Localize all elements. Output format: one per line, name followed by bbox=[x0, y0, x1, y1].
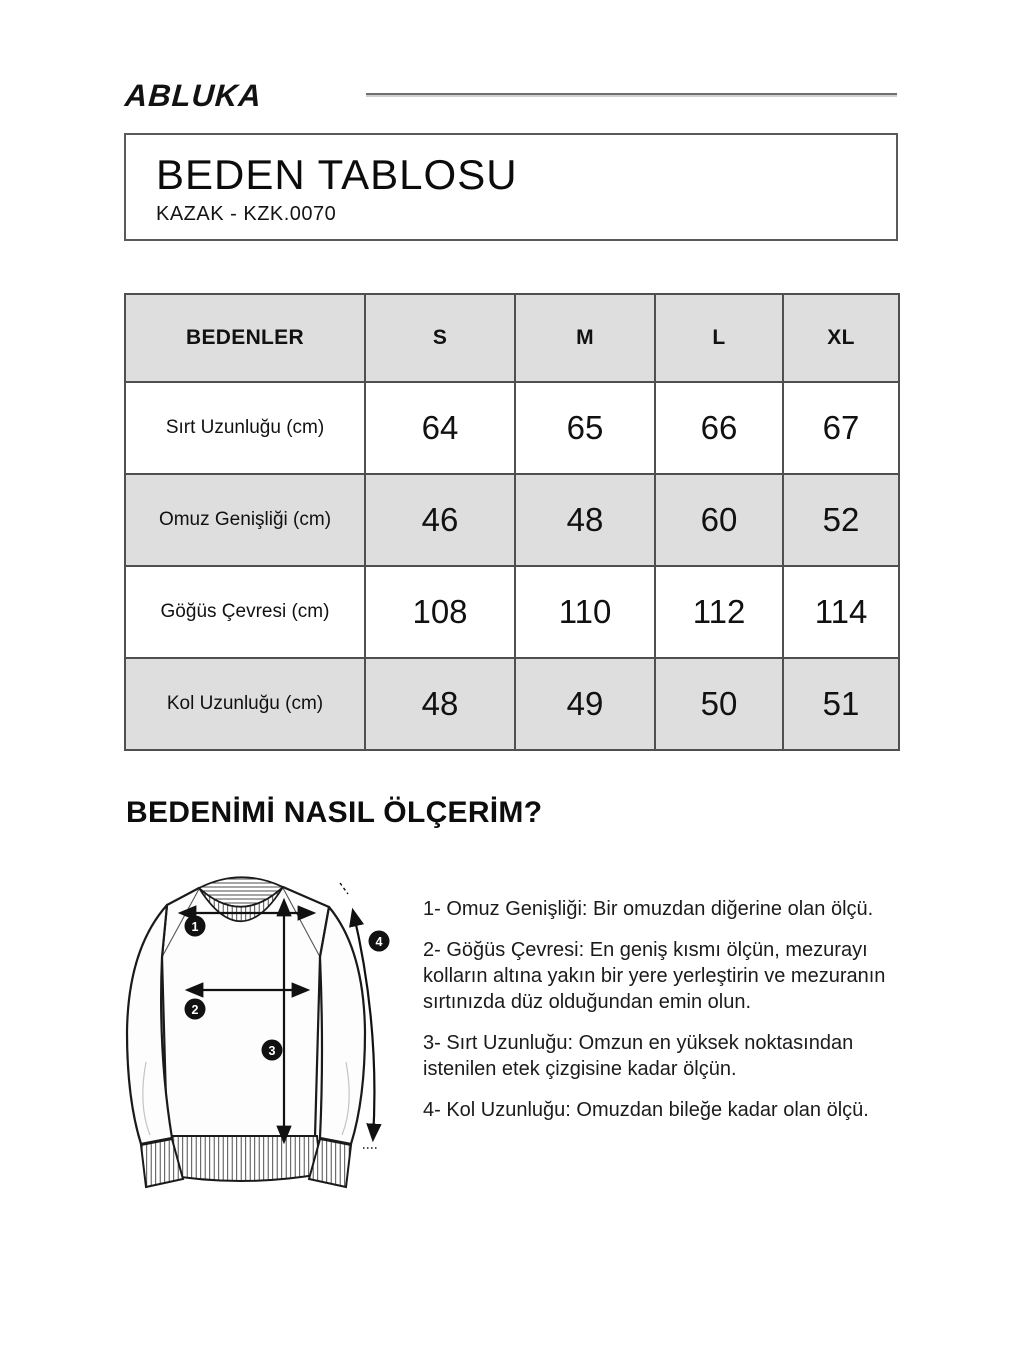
cell-value: 48 bbox=[365, 658, 515, 750]
instruction-item-4: 4- Kol Uzunluğu: Omuzdan bileğe kadar olan ölçü. bbox=[423, 1099, 869, 1121]
sweater-measure-diagram bbox=[95, 857, 417, 1199]
cell-value: 66 bbox=[655, 382, 783, 474]
brand-logo: ABLUKA bbox=[123, 78, 264, 113]
marker-badge-4 bbox=[369, 931, 390, 952]
marker-badge-2 bbox=[185, 999, 206, 1020]
header-divider-line bbox=[366, 93, 897, 97]
row-label: Omuz Genişliği (cm) bbox=[125, 474, 365, 566]
cell-value: 64 bbox=[365, 382, 515, 474]
instruction-item-2: 2- Göğüs Çevresi: En geniş kısmı ölçün, mezurayı kolların altına yakın bir yere yerleştirin ve mezuranın sırtınızda düz olduğundan emin olun. bbox=[423, 939, 886, 1013]
cell-value: 110 bbox=[515, 566, 655, 658]
header-size-m: M bbox=[515, 294, 655, 382]
table-row bbox=[125, 658, 899, 750]
cell-value: 67 bbox=[783, 382, 899, 474]
table-row bbox=[125, 566, 899, 658]
title-box bbox=[124, 133, 898, 241]
page-title: BEDEN TABLOSU bbox=[156, 151, 518, 198]
header-size-l: L bbox=[655, 294, 783, 382]
svg-text:1: 1 bbox=[191, 919, 199, 934]
cell-value: 108 bbox=[365, 566, 515, 658]
cell-value: 49 bbox=[515, 658, 655, 750]
marker-badge-3 bbox=[262, 1040, 283, 1061]
instruction-item-3: 3- Sırt Uzunluğu: Omzun en yüksek noktasından istenilen etek çizgisine kadar ölçün. bbox=[423, 1032, 854, 1080]
measure-instructions bbox=[423, 896, 911, 1138]
instruction-item-1: 1- Omuz Genişliği: Bir omuzdan diğerine olan ölçü. bbox=[423, 898, 874, 920]
size-table-header-row bbox=[125, 294, 899, 382]
cell-value: 114 bbox=[783, 566, 899, 658]
header-size-s: S bbox=[365, 294, 515, 382]
table-row bbox=[125, 474, 899, 566]
cell-value: 52 bbox=[783, 474, 899, 566]
row-label: Göğüs Çevresi (cm) bbox=[125, 566, 365, 658]
header-bedenler: BEDENLER bbox=[125, 294, 365, 382]
cell-value: 65 bbox=[515, 382, 655, 474]
row-label: Kol Uzunluğu (cm) bbox=[125, 658, 365, 750]
cell-value: 46 bbox=[365, 474, 515, 566]
marker-badge-1 bbox=[185, 916, 206, 937]
cell-value: 50 bbox=[655, 658, 783, 750]
header-size-xl: XL bbox=[783, 294, 899, 382]
cell-value: 112 bbox=[655, 566, 783, 658]
svg-text:3: 3 bbox=[268, 1043, 276, 1058]
size-table bbox=[124, 293, 900, 751]
product-code: KAZAK - KZK.0070 bbox=[156, 203, 337, 226]
svg-text:4: 4 bbox=[375, 934, 383, 949]
sweater-illustration bbox=[95, 857, 417, 1199]
measure-section-heading: BEDENİMİ NASIL ÖLÇERİM? bbox=[126, 796, 543, 829]
svg-text:2: 2 bbox=[191, 1002, 199, 1017]
cell-value: 51 bbox=[783, 658, 899, 750]
right-sleeve bbox=[320, 907, 365, 1144]
table-row bbox=[125, 382, 899, 474]
row-label: Sırt Uzunluğu (cm) bbox=[125, 382, 365, 474]
cell-value: 60 bbox=[655, 474, 783, 566]
cell-value: 48 bbox=[515, 474, 655, 566]
